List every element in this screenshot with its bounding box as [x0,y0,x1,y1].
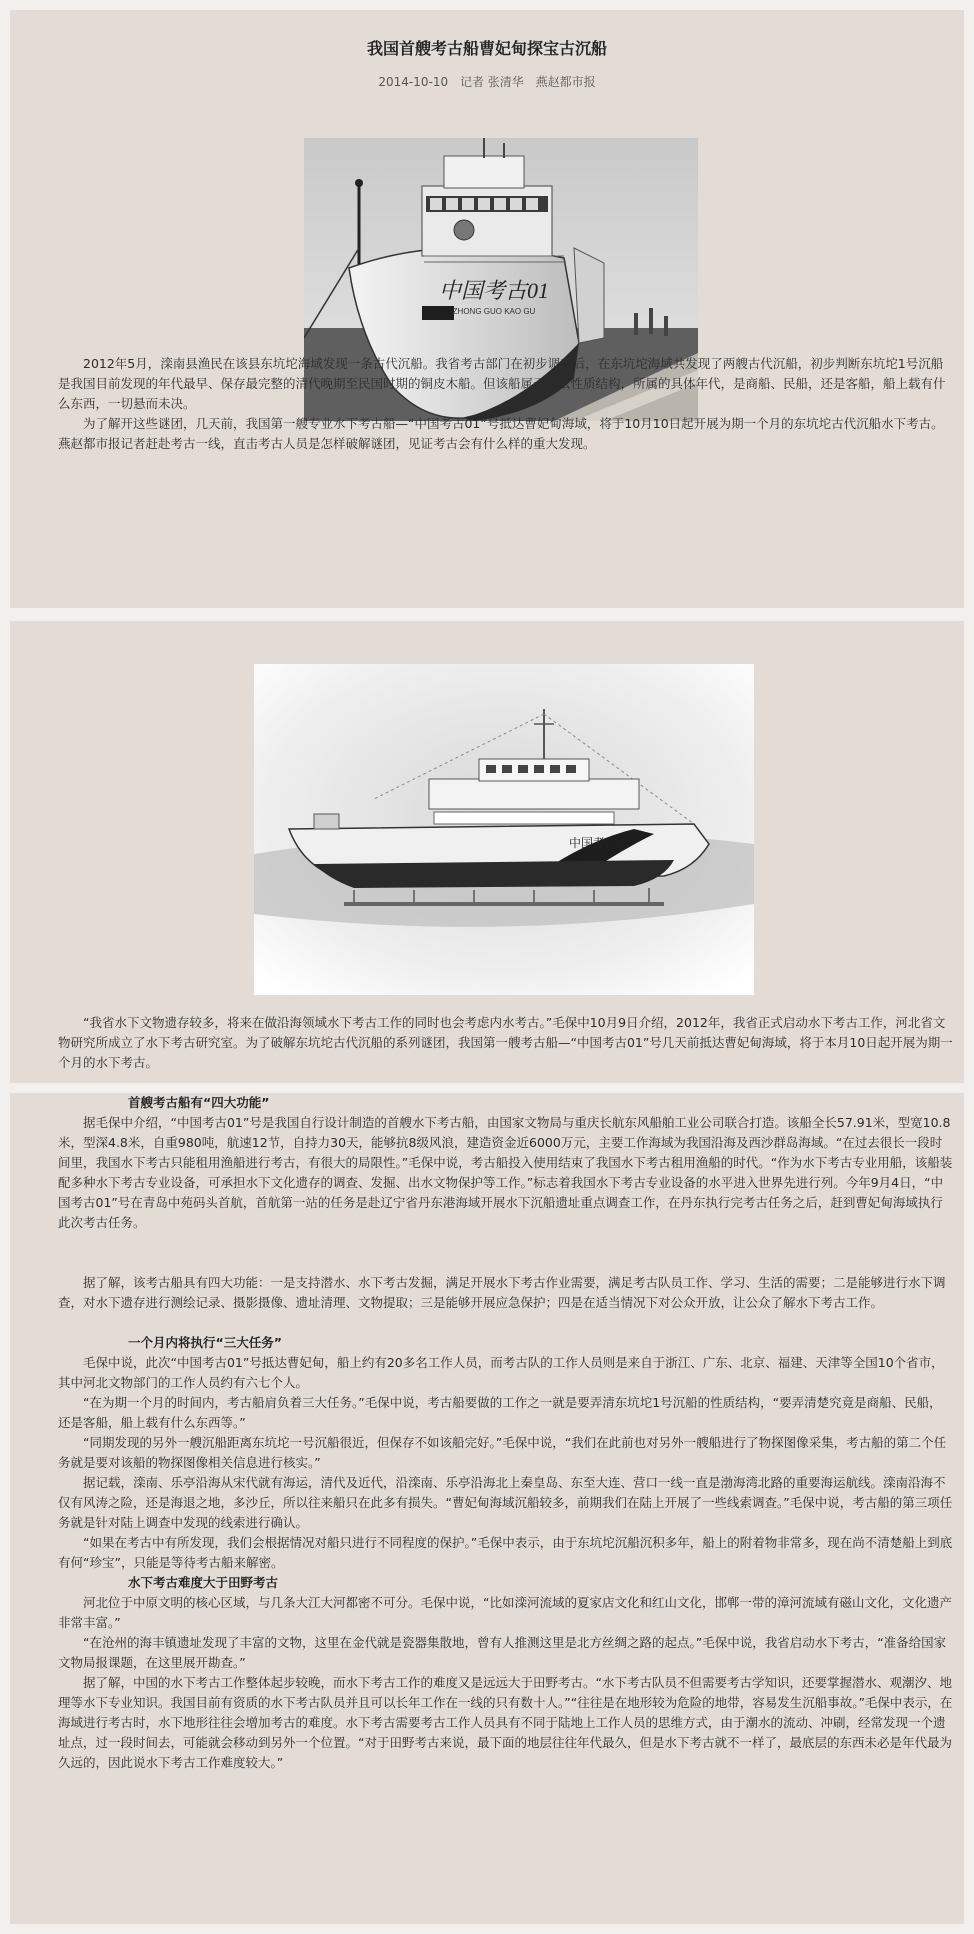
article-title: 我国首艘考古船曹妃甸探宝古沉船 [366,39,607,58]
ship2-hull-name: 中国考古01 [568,836,630,850]
body-paragraph-6: 据记载，滦南、乐亭沿海从宋代就有海运，清代及近代，沿滦南、乐亭沿海北上秦皇岛、东至大连、营口一线一直是渤海湾北路的重要海运航线。滦南沿海不仅有风涛之险，还是海退之地，多沙丘，所以往来船只在此多有损失。“曹妃甸海域沉船较多，前期我们在陆上开展了一些线索调查。”毛保中说，考古船的第三项任务就是针对陆上调查中发现的线索进行确认。 [58,1475,953,1530]
section-heading-underwater-difficulty: 水下考古难度大于田野考古 [128,1575,279,1590]
ship-side-illustration [254,664,754,995]
ship1-hull-pinyin: ZHONG GUO KAO GU [452,307,536,316]
intro-paragraph-1: 2012年5月，滦南县渔民在该县东坑坨海域发现一条古代沉船。我省考古部门在初步调查后，在东坑坨海域共发现了两艘古代沉船，初步判断东坑坨1号沉船是我国目前发现的年代最早、保存最完整的清代晚期至民国时期的铜皮木船。但该船属于什么性质结构，所属的具体年代，是商船、民船，还是客船，船上载有什么东西，一切悬而未决。 [58,356,946,411]
body-paragraph-2: 据了解，该考古船具有四大功能：一是支持潜水、水下考古发掘，满足开展水下考古作业需要，满足考古队员工作、学习、生活的需要；二是能够进行水下调查，对水下遗存进行测绘记录、摄影摄像、遗址清理、文物提取；三是能够开展应急保护；四是在适当情况下对公众开放，让公众了解水下考古工作。 [58,1275,946,1310]
ship-photo-panel [10,621,964,1083]
body-paragraph-9: “在沧州的海丰镇遗址发现了丰富的文物，这里在金代就是瓷器集散地，曾有人推测这里是北方丝绸之路的起点。”毛保中说，我省启动水下考古，“准备给国家文物局报课题，在这里展开勘查。” [58,1635,947,1670]
body-paragraph-1: 据毛保中介绍，“中国考古01”号是我国自行设计制造的首艘水下考古船，由国家文物局与重庆长航东风船舶工业公司联合打造。该船全长57.91米，型宽10.8米，型深4.8米，自重980吨，航速12节，自持力30天，能够抗8级风浪，建造资金近6000万元，主要工作海域为我国沿海及西沙群岛海域。“在过去很长一段时间里，我国水下考古只能租用渔船进行考古，有很大的局限性。”毛保中说，考古船投入使用结束了我国水下考古租用渔船的时代。“作为水下考古专业用船，该船装配多种水下考古专业设备，可承担水下文化遗存的调查、发掘、出水文物保护等工作。”标志着我国水下考古专业设备的水平进入世界先进行列。今年9月4日，“中国考古01”号在青岛中苑码头首航，首航第一站的任务是赴辽宁省丹东港海域开展水下沉船遗址重点调查工作，在丹东执行完考古任务之后，赶到曹妃甸海域执行此次考古任务。 [58,1115,953,1230]
section-heading-four-functions: 首艘考古船有“四大功能” [128,1095,270,1110]
body-paragraph-7: “如果在考古中有所发现，我们会根据情况对船只进行不同程度的保护。”毛保中表示，由于东坑坨沉船沉积多年，船上的附着物非常多，现在尚不清楚船上到底有何“珍宝”，只能是等待考古船来解密。 [58,1535,953,1570]
ship-photo-side [254,664,754,995]
section-heading-three-tasks: 一个月内将执行“三大任务” [128,1335,282,1350]
ship1-hull-name: 中国考古01 [438,278,550,303]
article-author: 记者 张清华 [459,75,524,89]
body-paragraph-8: 河北位于中原文明的核心区域，与几条大江大河都密不可分。毛保中说，“比如滦河流域的夏家店文化和红山文化，邯郸一带的漳河流域有磁山文化，文化遗产非常丰富。” [58,1595,952,1630]
body-paragraph-5: “同期发现的另外一艘沉船距离东坑坨一号沉船很近，但保存不如该船完好。”毛保中说，“我们在此前也对另外一艘船进行了物探图像采集，考古船的第二个任务就是要对该船的物探图像相关信息进行核实。” [58,1435,947,1470]
article-meta [10,73,964,90]
body-paragraph-4: “在为期一个月的时间内，考古船肩负着三大任务。”毛保中说，考古船要做的工作之一就是要弄清东坑坨1号沉船的性质结构，“要弄清楚究竟是商船、民船，还是客船，船上载有什么东西等。” [58,1395,942,1430]
intro-paragraph-2: 为了解开这些谜团，几天前，我国第一艘专业水下考古船—“中国考古01”号抵达曹妃甸海域，将于10月10日起开展为期一个月的东坑坨古代沉船水下考古。燕赵都市报记者赶赴考古一线，直击考古人员是怎样破解谜团，见证考古会有什么样的重大发现。 [58,416,944,451]
body-paragraph-10: 据了解，中国的水下考古工作整体起步较晚，而水下考古工作的难度又是远远大于田野考古。“水下考古队员不但需要考古学知识，还要掌握潜水、观潮汐、地理等水下专业知识。我国目前有资质的水下考古队员并且可以长年工作在一线的只有数十人。”“往往是在地形较为危险的地带，容易发生沉船事故。”毛保中表示，在海域进行考古时，水下地形往往会增加考古的难度。水下考古需要考古工作人员具有不同于陆地上工作人员的思维方式，由于潮水的流动、冲刷，经常发现一个遗址点，过一段时间去，可能就会移动到另外一个位置。“对于田野考古来说，最下面的地层往往年代最久，但是水下考古就不一样了，最底层的东西未必是年代最为久远的，因此说水下考古工作难度较大。” [58,1675,953,1770]
article-source: 燕赵都市报 [535,75,596,89]
article-date: 2014-10-10 [378,75,449,89]
body-paragraph-3: 毛保中说，此次“中国考古01”号抵达曹妃甸，船上约有20多名工作人员，而考古队的工作人员则是来自于浙江、广东、北京、福建、天津等全国10个省市，其中河北文物部门的工作人员约有六七个人。 [58,1355,944,1390]
article-header-panel [10,10,964,608]
middle-paragraph: “我省水下文物遗存较多，将来在做沿海领域水下考古工作的同时也会考虑内水考古。”毛保中10月9日介绍，2012年，我省正式启动水下考古工作，河北省文物研究所成立了水下考古研究室。为了破解东坑坨古代沉船的系列谜团，我国第一艘考古船—“中国考古01”号几天前抵达曹妃甸海域，将于本月10日起开展为期一个月的水下考古。 [58,1015,953,1070]
article-body-panel [10,1093,964,1924]
